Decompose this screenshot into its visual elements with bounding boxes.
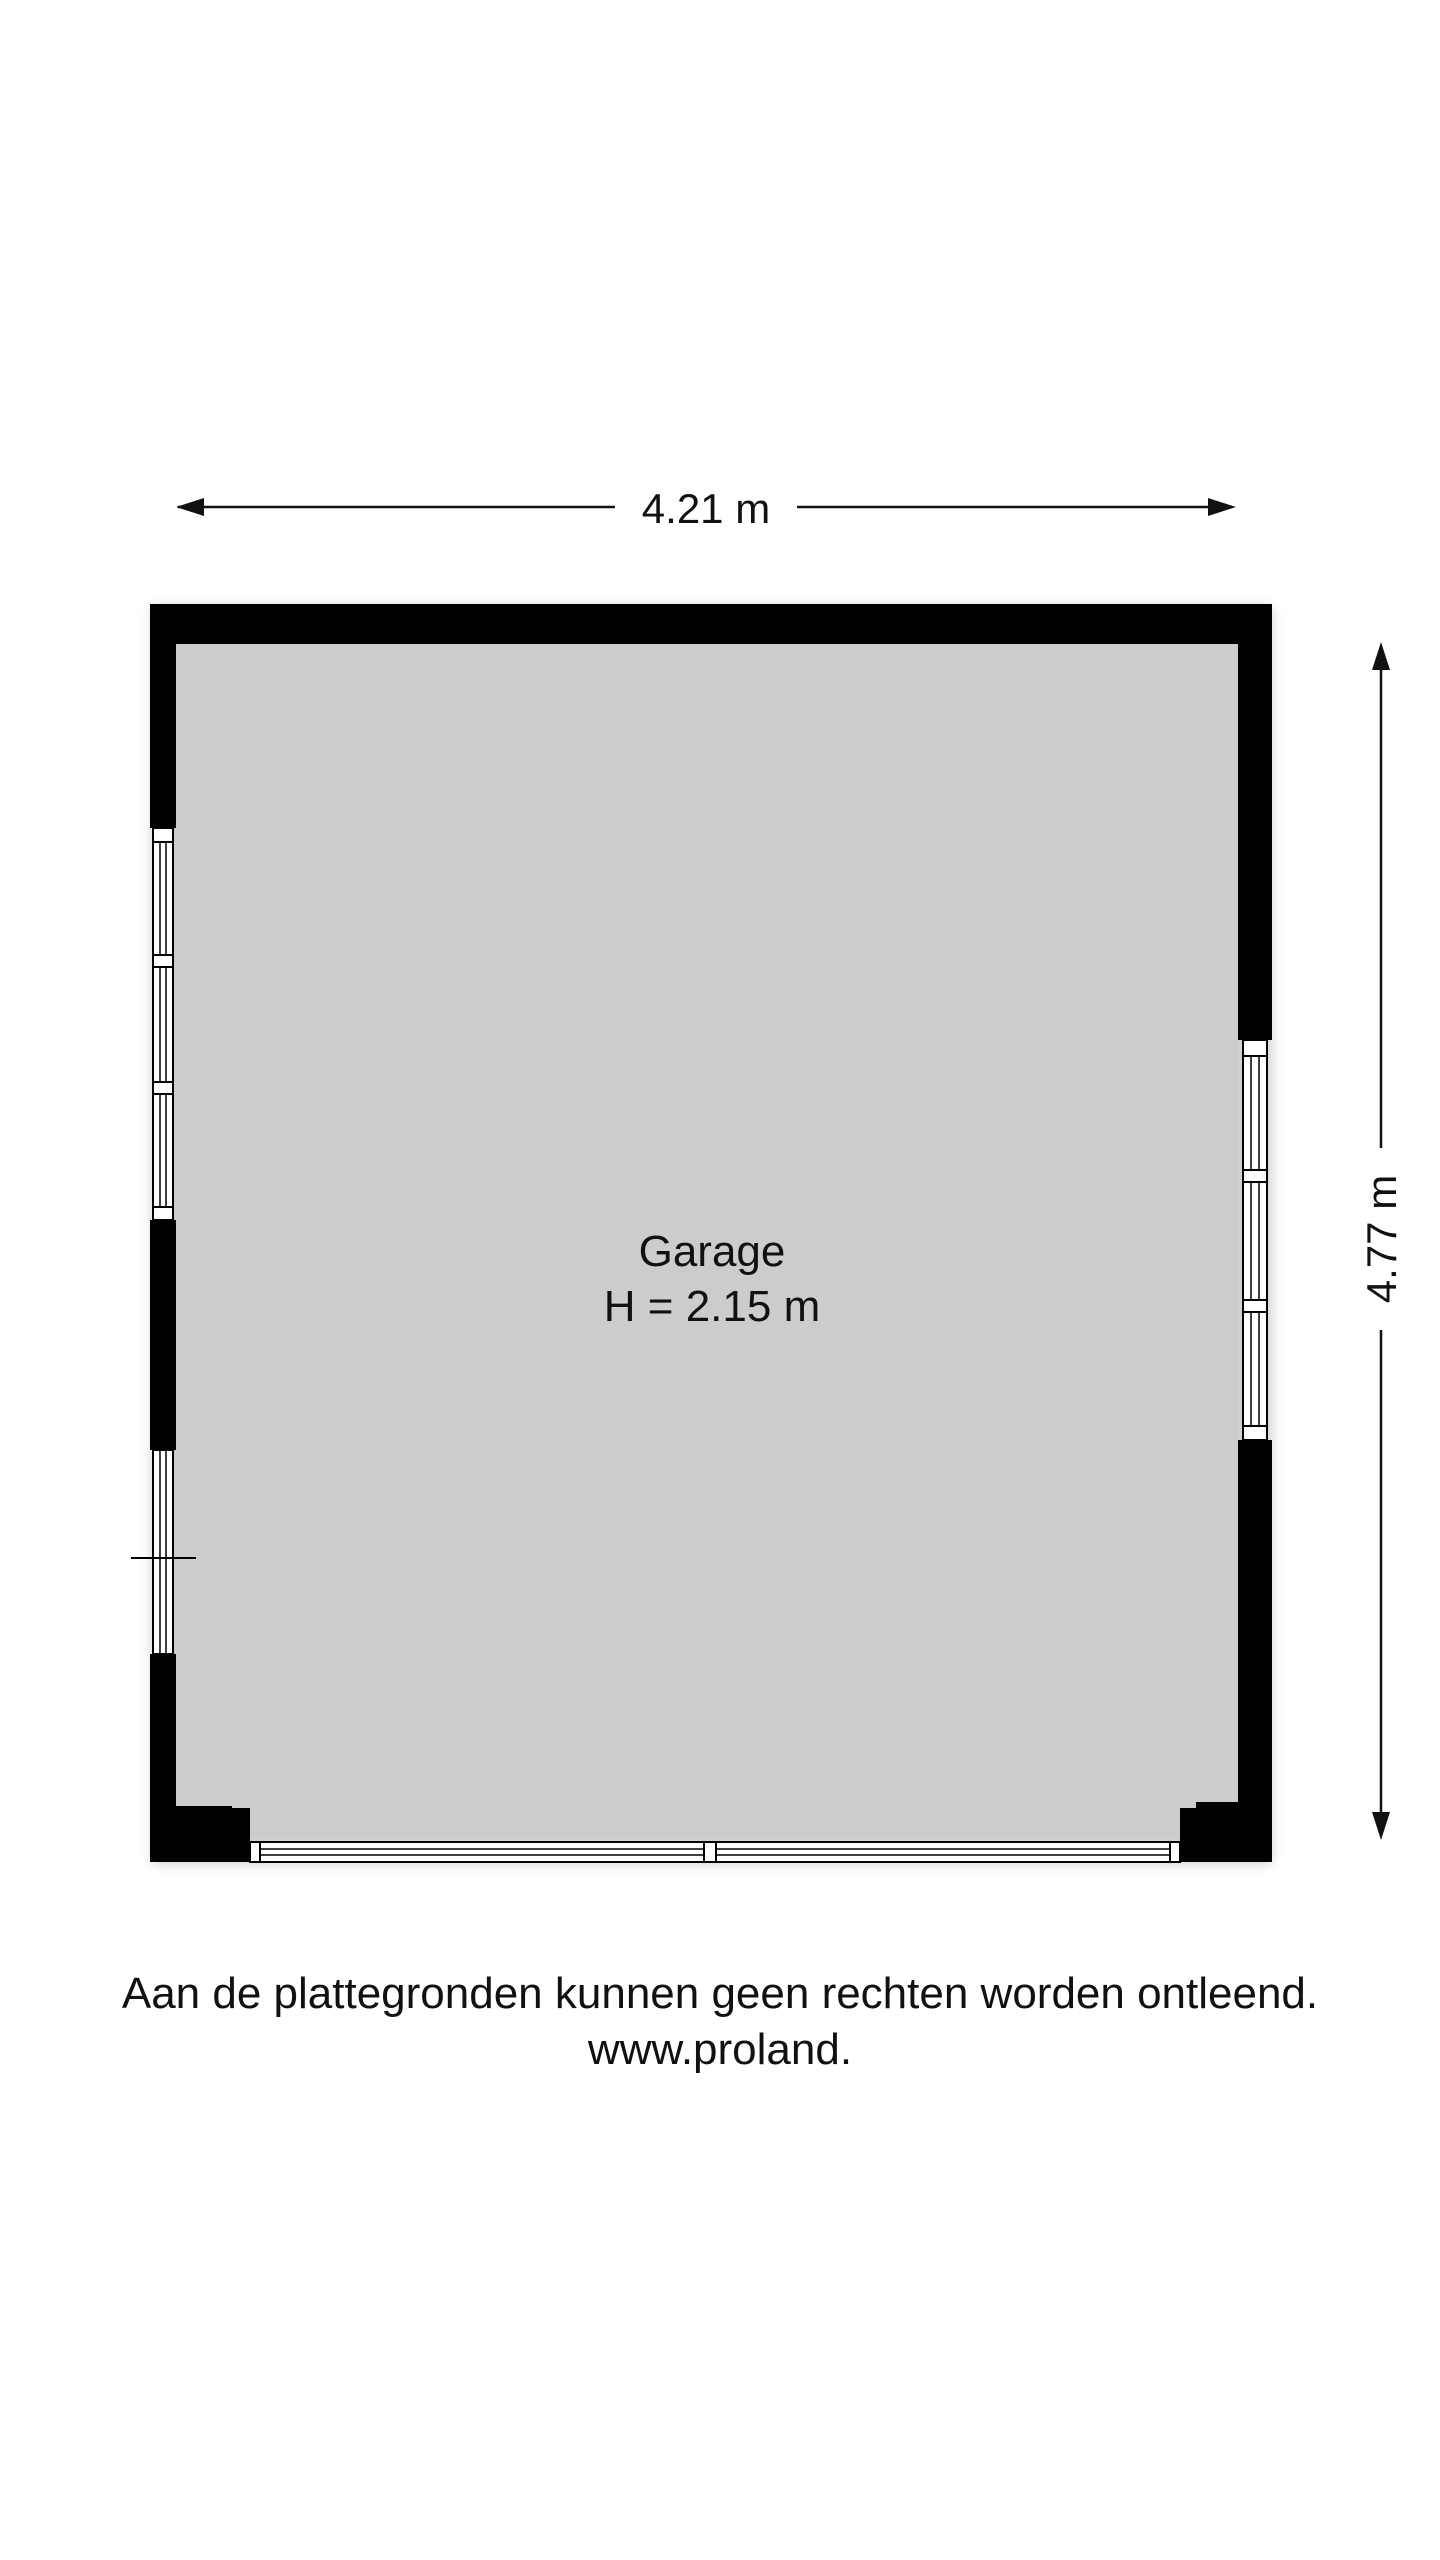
wall-bottom-right-stub	[1196, 1802, 1272, 1830]
width-dimension-label: 4.21 m	[641, 485, 771, 532]
depth-arrow-top	[1372, 642, 1390, 670]
depth-dimension	[1358, 642, 1405, 1840]
footer	[0, 1966, 1440, 2078]
window-left	[153, 828, 173, 1220]
wall-right-lower	[1238, 1440, 1272, 1862]
width-arrow-left	[176, 498, 204, 516]
wall-left-middle	[150, 1220, 176, 1450]
garage-door-bottom	[250, 1842, 1180, 1862]
width-arrow-right	[1208, 498, 1236, 516]
website-text: www.proland.	[587, 2025, 853, 2074]
wall-top	[150, 604, 1272, 644]
room-height: H = 2.15 m	[603, 1282, 821, 1331]
wall-left-upper	[150, 604, 176, 828]
wall-bottom-left-stub	[150, 1806, 232, 1828]
wall-right-upper	[1238, 604, 1272, 1040]
window-right	[1243, 1040, 1267, 1440]
disclaimer-text: Aan de plattegronden kunnen geen rechten worden ontleend.	[121, 1969, 1319, 2018]
depth-dimension-label: 4.77 m	[1358, 1174, 1405, 1304]
room-name: Garage	[638, 1227, 786, 1276]
width-dimension	[176, 485, 1236, 532]
depth-arrow-bottom	[1372, 1812, 1390, 1840]
